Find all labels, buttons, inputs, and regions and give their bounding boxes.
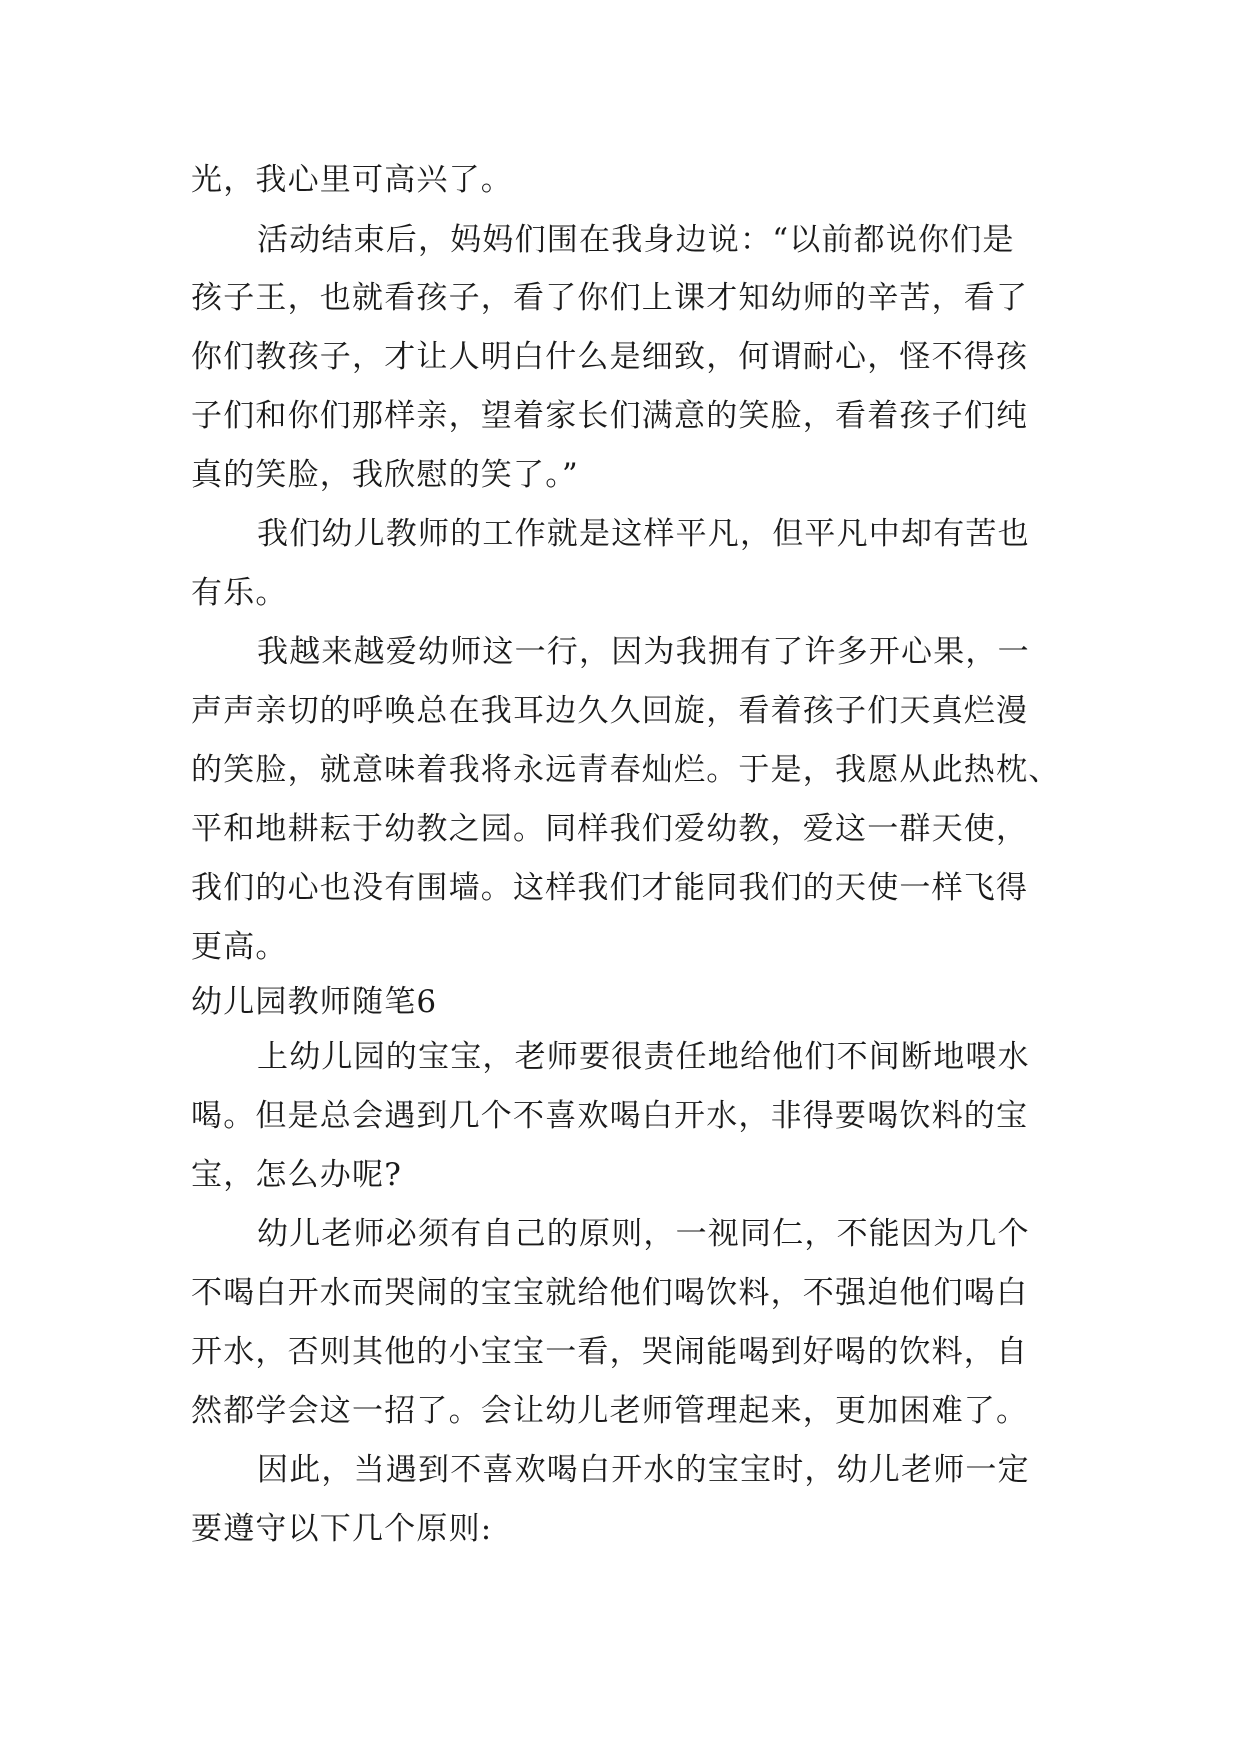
text-line: 声声亲切的呼唤总在我耳边久久回旋，看着孩子们天真烂漫 — [191, 693, 1029, 729]
paragraph-start-line: 因此，当遇到不喜欢喝白开水的宝宝时，幼儿老师一定 — [257, 1452, 1030, 1488]
text-line: 我们的心也没有围墙。这样我们才能同我们的天使一样飞得 — [191, 870, 1029, 906]
paragraph-start-line: 活动结束后，妈妈们围在我身边说：“以前都说你们是 — [257, 222, 1015, 258]
section-heading: 幼儿园教师随笔6 — [191, 984, 438, 1020]
text-line: 孩子王，也就看孩子，看了你们上课才知幼师的辛苦，看了 — [191, 280, 1029, 316]
text-line: 更高。 — [191, 929, 288, 965]
text-line: 平和地耕耘于幼教之园。同样我们爱幼教，爱这一群天使， — [191, 811, 1029, 847]
paragraph-start-line: 我们幼儿教师的工作就是这样平凡，但平凡中却有苦也 — [257, 516, 1030, 552]
paragraph-start-line: 上幼儿园的宝宝，老师要很责任地给他们不间断地喂水 — [257, 1039, 1030, 1075]
text-line: 喝。但是总会遇到几个不喜欢喝白开水，非得要喝饮料的宝 — [191, 1098, 1029, 1134]
text-line: 开水，否则其他的小宝宝一看，哭闹能喝到好喝的饮料，自 — [191, 1334, 1029, 1370]
text-line: 宝，怎么办呢? — [191, 1157, 403, 1193]
text-line: 子们和你们那样亲，望着家长们满意的笑脸，看着孩子们纯 — [191, 398, 1029, 434]
text-line: 有乐。 — [191, 575, 288, 611]
text-line: 的笑脸，就意味着我将永远青春灿烂。于是，我愿从此热枕、 — [191, 752, 1061, 788]
text-line: 真的笑脸，我欣慰的笑了。” — [191, 457, 579, 493]
text-line: 你们教孩子，才让人明白什么是细致，何谓耐心，怪不得孩 — [191, 339, 1029, 375]
paragraph-start-line: 幼儿老师必须有自己的原则，一视同仁，不能因为几个 — [257, 1216, 1030, 1252]
text-line: 要遵守以下几个原则: — [191, 1511, 493, 1547]
text-line: 不喝白开水而哭闹的宝宝就给他们喝饮料，不强迫他们喝白 — [191, 1275, 1029, 1311]
text-line: 光，我心里可高兴了。 — [191, 162, 513, 198]
text-line: 然都学会这一招了。会让幼儿老师管理起来，更加困难了。 — [191, 1393, 1029, 1429]
paragraph-start-line: 我越来越爱幼师这一行，因为我拥有了许多开心果，一 — [257, 634, 1030, 670]
